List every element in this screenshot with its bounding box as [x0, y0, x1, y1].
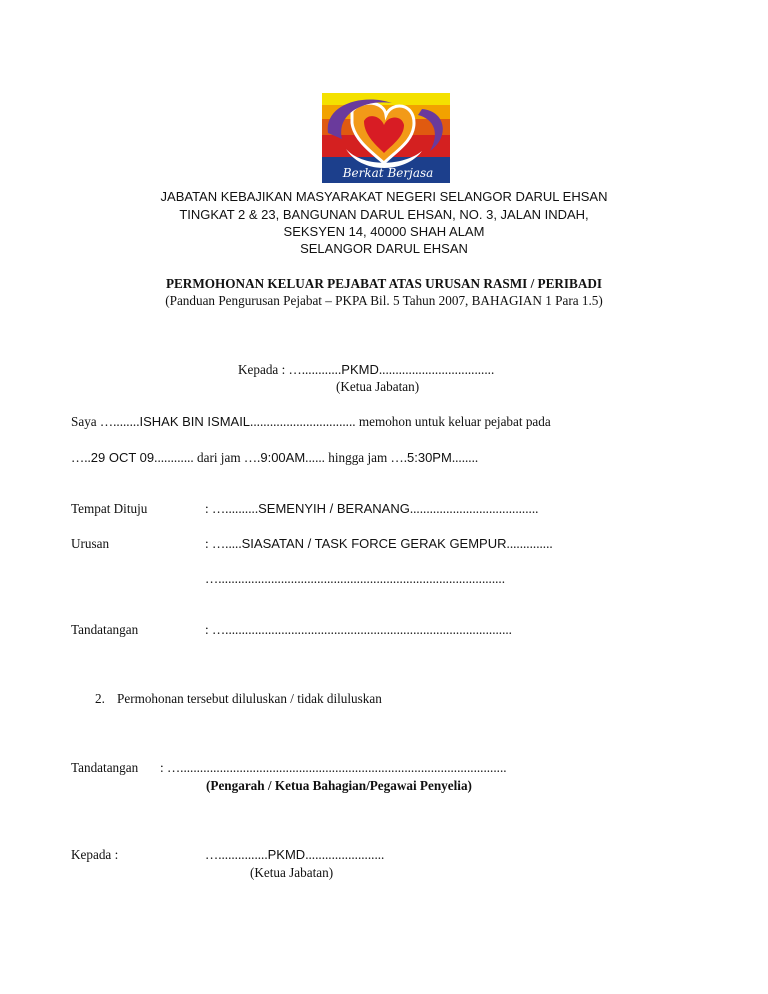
tempat-prefix: : …..........: [205, 501, 259, 516]
department-name: JABATAN KEBAJIKAN MASYARAKAT NEGERI SELANGOR DARUL EHSAN: [160, 189, 608, 204]
tempat-value: SEMENYIH / BERANANG: [258, 501, 410, 516]
kepada-prefix: Kepada : …............: [238, 362, 342, 377]
kepada2-value: PKMD: [267, 847, 306, 862]
time-to-value: 5:30PM: [407, 450, 452, 465]
approver-signature-line: : …...................................................................................................: [160, 760, 507, 775]
signature-label: Tandatangan: [71, 622, 139, 637]
address-line-2: SEKSYEN 14, 40000 SHAH ALAM: [283, 224, 485, 239]
form-subtitle: (Panduan Pengurusan Pejabat – PKPA Bil. 5 Tahun 2007, BAHAGIAN 1 Para 1.5): [165, 293, 603, 308]
ketua-jabatan-note: (Ketua Jabatan): [336, 379, 420, 394]
kepada2-suffix: ........................: [305, 847, 385, 862]
urusan-suffix: ..............: [506, 536, 553, 551]
applicant-line: [71, 414, 551, 430]
datetime-line: [71, 450, 478, 466]
applicant-suffix: ................................ memohon untuk keluar pejabat pada: [250, 414, 551, 429]
applicant-name: ISHAK BIN ISMAIL: [139, 414, 251, 429]
kepada-field-2: [205, 847, 384, 863]
kepada2-prefix: …...............: [205, 847, 268, 862]
approver-role: (Pengarah / Ketua Bahagian/Pegawai Penyelia): [206, 778, 472, 793]
urusan-continuation-line: ….......................................................................................: [205, 571, 506, 586]
dari-jam-text: ............ dari jam ….: [154, 450, 261, 465]
signature-line: : ….......................................................................................: [205, 622, 512, 637]
urusan-value: SIASATAN / TASK FORCE GERAK GEMPUR: [241, 536, 507, 551]
berkat-berjasa-logo: [322, 93, 450, 183]
tempat-suffix: .......................................: [409, 501, 539, 516]
logo-wordmark: Berkat Berjasa: [342, 166, 434, 180]
form-title: PERMOHONAN KELUAR PEJABAT ATAS URUSAN RASMI / PERIBADI: [165, 276, 603, 291]
ketua-jabatan-note-2: (Ketua Jabatan): [250, 865, 334, 880]
time-from-value: 9:00AM: [260, 450, 306, 465]
applicant-prefix: Saya …........: [71, 414, 140, 429]
kepada-value: PKMD: [341, 362, 379, 377]
kepada-line: [238, 362, 494, 378]
urusan-field: [205, 536, 553, 552]
date-value: 29 OCT 09: [90, 450, 155, 465]
approval-statement: Permohonan tersebut diluluskan / tidak diluluskan: [117, 691, 382, 706]
approver-signature-label: Tandatangan: [71, 760, 139, 775]
kepada-label-2: Kepada :: [71, 847, 119, 862]
urusan-label: Urusan: [71, 536, 110, 551]
date-leader: …..: [71, 450, 91, 465]
kepada-suffix: ...................................: [378, 362, 495, 377]
datetime-trailer: ........: [451, 450, 479, 465]
tempat-label: Tempat Dituju: [71, 501, 148, 516]
address-line-3: SELANGOR DARUL EHSAN: [300, 241, 468, 256]
tempat-field: [205, 501, 538, 517]
hingga-jam-text: ...... hingga jam ….: [305, 450, 407, 465]
urusan-prefix: : ….....: [205, 536, 242, 551]
address-line-1: TINGKAT 2 & 23, BANGUNAN DARUL EHSAN, NO. 3, JALAN INDAH,: [179, 207, 589, 222]
item-number: 2.: [95, 691, 105, 706]
